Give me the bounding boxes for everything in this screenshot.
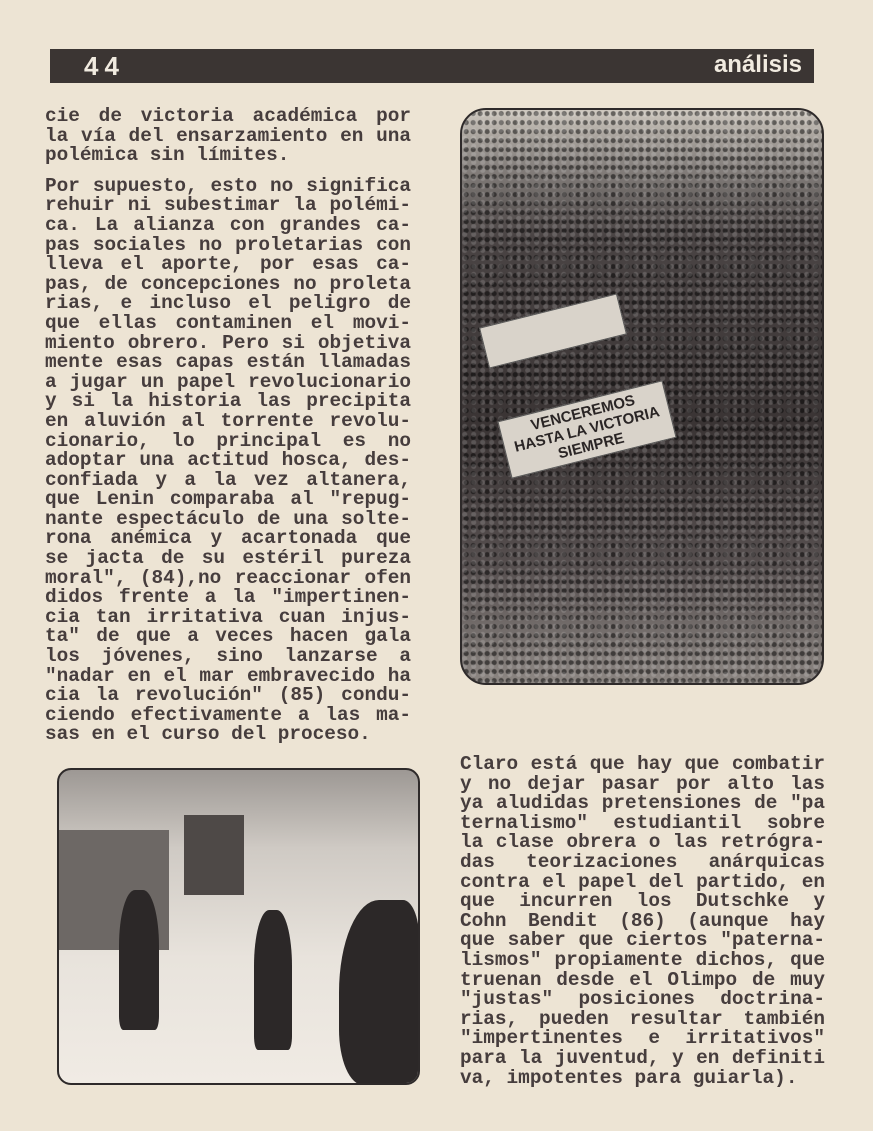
text-line: moral", (84),no reaccionar ofen — [45, 568, 411, 589]
page-header-bar — [50, 49, 814, 83]
text-line: que saber que ciertos "paterna- — [460, 931, 825, 951]
text-line: que ellas contaminen el movi- — [45, 313, 411, 334]
text-line: pas sociales no proletarias con — [45, 235, 411, 256]
person-figure — [119, 890, 159, 1030]
protest-banner — [479, 293, 627, 368]
text-line: rona anémica y acartonada que — [45, 529, 411, 550]
text-line: Cohn Bendit (86) (aunque hay — [460, 911, 825, 932]
person-figure — [339, 900, 419, 1085]
text-line: "impertinentes e irritativos" — [460, 1029, 825, 1049]
text-line: va, impotentes para guiarla). — [460, 1068, 798, 1089]
text-line: ca. La alianza con grandes ca- — [45, 215, 411, 236]
text-line: cia tan irritativa cuan injus- — [45, 607, 411, 628]
protest-crowd-photo — [460, 108, 824, 685]
person-figure — [254, 910, 292, 1050]
page-number: 44 — [84, 51, 125, 81]
building-shape — [184, 815, 244, 895]
text-line: la clase obrera o las retrógra- — [460, 833, 825, 853]
text-line: rias, pueden resultar también — [460, 1009, 825, 1030]
text-line: rehuir ni subestimar la polémi- — [45, 196, 411, 216]
paragraph — [45, 107, 411, 166]
text-line: nante espectáculo de una solte- — [45, 509, 411, 530]
text-line: sas en el curso del proceso. — [45, 725, 371, 745]
text-line: truenan desde el Olimpo de muy — [460, 970, 825, 991]
text-line: ya aludidas pretensiones de "pa — [460, 794, 825, 814]
paragraph — [460, 755, 825, 1088]
paragraph — [45, 177, 411, 745]
text-line: cie de victoria académica por — [45, 107, 411, 127]
street-runners-photo — [57, 768, 420, 1085]
text-line: mente esas capas están llamadas — [45, 353, 411, 373]
text-line: Por supuesto, esto no significa — [45, 176, 411, 197]
text-line: los jóvenes, sino lanzarse a — [45, 647, 411, 667]
text-line: cionario, lo principal es no — [45, 431, 411, 452]
text-line: que incurren los Dutschke y — [460, 892, 825, 912]
text-line: miento obrero. Pero si objetiva — [45, 333, 411, 354]
text-line: en aluvión al torrente revolu- — [45, 411, 411, 432]
text-line: adoptar una actitud hosca, des- — [45, 451, 411, 471]
text-line: que Lenin comparaba al "repug- — [45, 490, 411, 510]
protest-banner-text: VENCEREMOS HASTA LA VICTORIA SIEMPRE — [497, 380, 676, 478]
text-line: ternalismo" estudiantil sobre — [460, 813, 825, 834]
text-line: se jacta de su estéril pureza — [45, 549, 411, 569]
text-line: lleva el aporte, por esas ca- — [45, 255, 411, 275]
text-line: rias, e incluso el peligro de — [45, 294, 411, 314]
text-line: pas, de concepciones no proleta — [45, 274, 411, 295]
text-line: ciendo efectivamente a las ma- — [45, 705, 411, 726]
text-line: lismos" propiamente dichos, que — [460, 950, 825, 971]
text-line: para la juventud, y en definiti — [460, 1048, 825, 1069]
text-line: a jugar un papel revolucionario — [45, 372, 411, 393]
text-line: y no dejar pasar por alto las — [460, 774, 825, 795]
text-line: "nadar en el mar embravecido ha — [45, 666, 411, 687]
text-line: das teorizaciones anárquicas — [460, 852, 825, 873]
text-line: "justas" posiciones doctrina- — [460, 990, 825, 1010]
text-line: y si la historia las precipita — [45, 392, 411, 412]
right-text-column — [460, 755, 825, 1099]
text-line: ta" de que a veces hacen gala — [45, 627, 411, 648]
text-line: contra el papel del partido, en — [460, 872, 825, 893]
text-line: cia la revolución" (85) condu- — [45, 686, 411, 706]
text-line: didos frente a la "impertinen- — [45, 588, 411, 608]
left-text-column — [45, 107, 411, 756]
text-line: la vía del ensarzamiento en una — [45, 126, 411, 147]
section-title: análisis — [713, 51, 802, 78]
text-line: confiada y a la vez altanera, — [45, 470, 411, 491]
text-line: Claro está que hay que combatir — [460, 755, 825, 775]
text-line: polémica sin límites. — [45, 146, 290, 166]
